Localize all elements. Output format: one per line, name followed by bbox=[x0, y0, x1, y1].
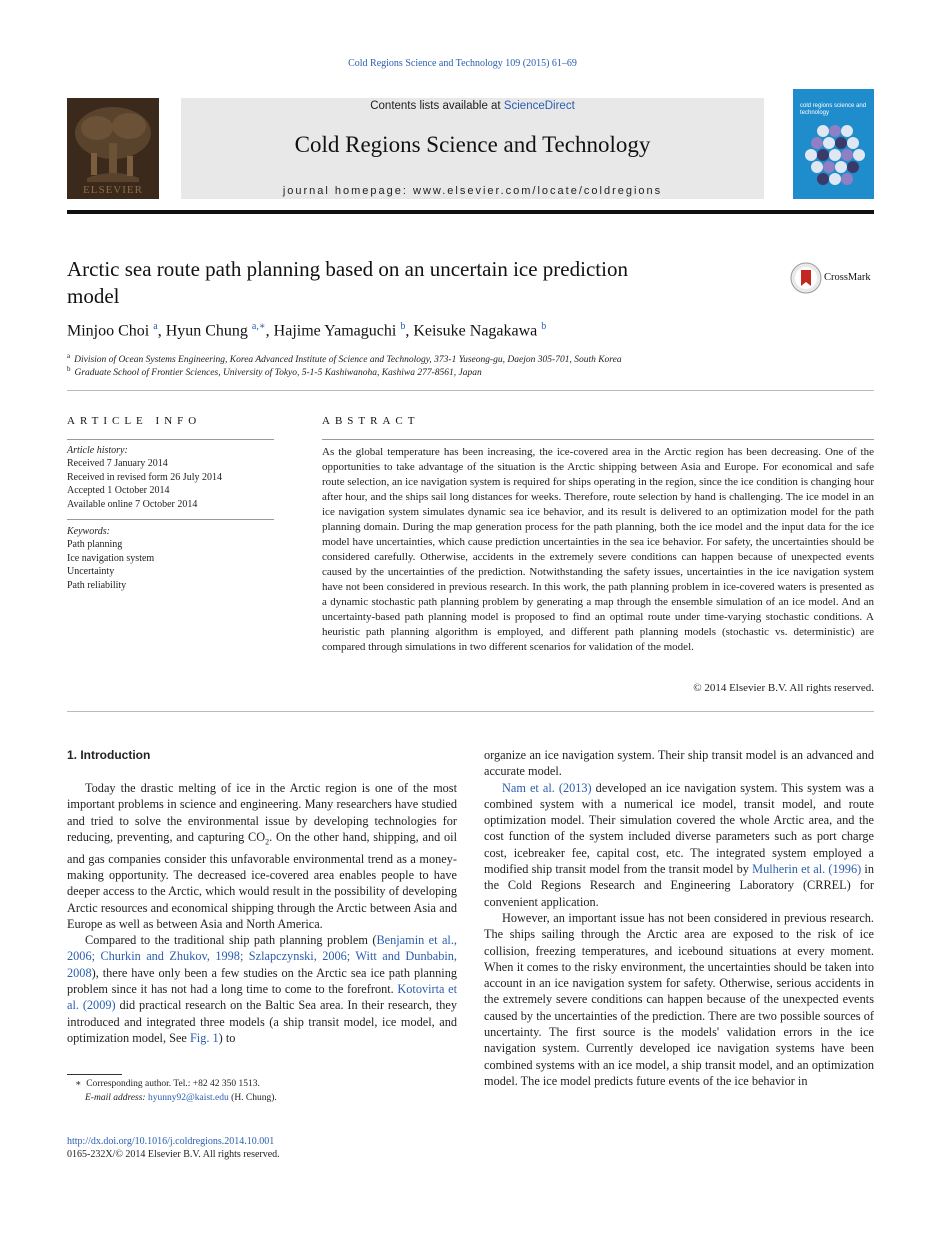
affiliation: $^b$ Graduate School of Frontier Sciences, University of Tokyo, 5-1-5 Kashiwanoha, Kashiwa 277-8561, Japan bbox=[67, 365, 482, 379]
divider bbox=[67, 390, 874, 391]
body-column-left bbox=[67, 780, 457, 1046]
divider bbox=[67, 711, 874, 712]
history-item: Received in revised form 26 July 2014 bbox=[67, 471, 222, 483]
keyword: Path planning bbox=[67, 539, 123, 551]
paragraph: Today the drastic melting of ice in the Arctic region is one of the most important problems in science and engineering. Many researchers have studied and tried to solve the environmental issue by developing technologies for reducing, preventing, and capturing $CO_2$. On the other hand, shipping, and oil and gas companies consider this unfavorable environmental trend as a money-making opportunity. The decreased ice-covered area enables people to have deeper access to the Arctic, which would result in the possibility of developing Arctic resources and economical shipping through the Arctic between Asia and Europe as well as between Asia and North America. bbox=[67, 781, 458, 931]
citation-link[interactable]: Mulherin et al. (1996) bbox=[752, 862, 862, 877]
doi-link[interactable]: http://dx.doi.org/10.1016/j.coldregions.2014.10.001 bbox=[67, 1136, 275, 1147]
elsevier-wordmark: ELSEVIER bbox=[83, 184, 143, 196]
abstract-copyright: © 2014 Elsevier B.V. All rights reserved. bbox=[693, 682, 874, 694]
author-affiliation-mark[interactable]: b bbox=[400, 321, 406, 332]
issn-line: 0165-232X/© 2014 Elsevier B.V. All rights reserved. bbox=[67, 1149, 280, 1160]
author: Hajime Yamaguchi bbox=[273, 322, 397, 340]
email-link[interactable]: hyunny92@kaist.edu bbox=[147, 1092, 229, 1103]
paragraph: Nam et al. (2013) developed an ice navigation system. This system was a combined system with a numerical ice model, transit model, and route optimization model. Their simulation covered the whole Arctic area, and the cost function of the system included diverse parameters such as port charge cost, icebreaker fee, capital cost, etc. The integrated system employed a modified ship transit model from the transit model by Mulherin et al. (1996) in the Cold Regions Research and Engineering Laboratory (CRREL) for convenient application. bbox=[484, 780, 874, 909]
keywords bbox=[67, 525, 277, 592]
article-history-label: Article history: bbox=[67, 445, 128, 456]
affiliation: $^a$ Division of Ocean Systems Engineering, Korea Advanced Institute of Science and Technology, 373-1 Yuseong-gu, Daejon 305-701, South Korea bbox=[67, 352, 622, 366]
keywords-label: Keywords: bbox=[67, 526, 110, 537]
elsevier-logo bbox=[67, 98, 159, 199]
history-item: Accepted 1 October 2014 bbox=[67, 485, 170, 497]
crossmark-badge[interactable] bbox=[790, 262, 880, 294]
article-info-heading: ARTICLE INFO bbox=[67, 415, 202, 427]
journal-cover-image bbox=[793, 89, 874, 199]
divider bbox=[67, 439, 274, 440]
abstract-text: As the global temperature has been increasing, the ice-covered area in the Arctic region has been decreasing. One of the opportunities to take advantage of the situation is the Arctic shipping between Asia and Europe. For economical and safe route selection, an ice navigation system is required for ships operating in the region, since the ice condition is changing hour after hour, and the ships sail long distances for weeks. Therefore, route selection by hand is challenging. The ice model in an ice navigation system simulates dynamic sea ice behavior, and its result is delivered to an optimization model for the path planning domain. During the map generation process for the path planning, both the ice model and the input data for the ice model have uncertainties, which cause prediction uncertainties in the sea ice behavior. For safety, the uncertainties should be considered carefully. Otherwise, accidents in the extremely severe conditions can happen because of unexpected events caused by the uncertainties of the prediction. Notwithstanding the safety issues, uncertainties in the ice navigation system have not been considered in previous research. In this work, the path planning problem in ice-covered waters is presented as a dynamic stochastic path planning problem by generating a map through the ensemble simulation of an ice model. And an uncertainty-based path planning model is proposed to find an optimal route under time-varying stochastic conditions. A heuristic path planning algorithm is employed, and different path planning models (stochastic vs. deterministic) are compared through simulations in two different scenarios for validation of the model. bbox=[322, 446, 874, 653]
article-title: Arctic sea route path planning based on an uncertain ice prediction model bbox=[67, 257, 628, 308]
divider bbox=[322, 439, 874, 440]
citation-link[interactable]: Benjamin et al., 2006; Churkin and Zhukov, 1998; Szlapczynski, 2006; Witt and Dunbabin, 2008 bbox=[67, 933, 457, 980]
author-affiliation-mark[interactable]: a,∗ bbox=[251, 321, 266, 332]
paragraph: organize an ice navigation system. Their ship transit model is an advanced and accurate model. bbox=[484, 748, 874, 779]
contents-line: Contents lists available at ScienceDirect bbox=[370, 100, 575, 112]
body-column-right bbox=[484, 747, 874, 1089]
citation-link[interactable]: Nam et al. (2013) bbox=[502, 780, 592, 795]
author-list: Minjoo Choi $^a$, Hyun Chung $^{a,∗}$, Hajime Yamaguchi $^b$, Keisuke Nagakawa $^b$ bbox=[67, 321, 547, 340]
keyword: Path reliability bbox=[67, 579, 127, 591]
hexagon-pattern-icon bbox=[801, 121, 867, 193]
author-affiliation-mark[interactable]: b bbox=[541, 321, 547, 332]
paragraph: Compared to the traditional ship path planning problem (Benjamin et al., 2006; Churkin and Zhukov, 1998; Szlapczynski, 2006; Witt and Dunbabin, 2008), there have only been a few studies on the Arctic sea ice path planning problem since it has not had a long time to come to the forefront. Kotovirta et al. (2009) did practical research on the Baltic Sea area. In their research, they introduced and integrated three models (a ship transit model, ice model, and optimization model, See Fig. 1) to bbox=[67, 933, 457, 1045]
journal-homepage[interactable]: journal homepage: www.elsevier.com/locate/coldregions bbox=[282, 185, 663, 197]
journal-title: Cold Regions Science and Technology bbox=[294, 132, 651, 157]
crossmark-label: CrossMark bbox=[824, 272, 871, 283]
keyword: Ice navigation system bbox=[67, 552, 155, 564]
abstract-heading: ABSTRACT bbox=[322, 415, 420, 427]
footnote-rule bbox=[67, 1074, 122, 1075]
history-item: Available online 7 October 2014 bbox=[67, 498, 198, 510]
cover-title: cold regions science and technology bbox=[800, 103, 867, 116]
article-history bbox=[67, 444, 277, 511]
author: Keisuke Nagakawa bbox=[413, 322, 538, 340]
history-item: Received 7 January 2014 bbox=[67, 458, 168, 470]
citation-link[interactable]: Kotovirta et al. (2009) bbox=[67, 982, 457, 1013]
figure-link[interactable]: Fig. 1 bbox=[189, 1030, 219, 1045]
divider bbox=[67, 519, 274, 520]
journal-citation-link[interactable]: Cold Regions Science and Technology 109 (2015) 61–69 bbox=[348, 58, 577, 69]
footnote: ∗ Corresponding author. Tel.: +82 42 350 1513. E-mail address: hyunny92@kaist.edu (H. Chung). bbox=[75, 1079, 277, 1103]
keyword: Uncertainty bbox=[67, 566, 115, 578]
corresponding-author: Corresponding author. Tel.: +82 42 350 1513. bbox=[86, 1079, 260, 1089]
author: Hyun Chung bbox=[165, 322, 248, 340]
author-affiliation-mark[interactable]: a bbox=[153, 321, 158, 332]
doi-block bbox=[67, 1135, 280, 1161]
author: Minjoo Choi bbox=[67, 322, 150, 340]
crossmark-icon bbox=[790, 262, 822, 294]
paragraph: However, an important issue has not been considered in previous research. The ships sailing through the Arctic area are exposed to the risk of ice collision, freezing temperatures, and icebound situations at every moment. When it comes to the risky environment, the uncertainties should be taken into account in an ice navigation system for safety. Otherwise, serious accidents in the extremely severe conditions can happen because of the unexpected events caused by the uncertainties of the prediction. There are two possible sources of uncertainty. The first source is the models' validation errors in the ice navigation system. Currently developed ice navigation systems have been combined systems with an ice model, a ship transit model, and an optimization model. The ice model predicts future events of the ice behavior in bbox=[484, 910, 874, 1088]
journal-header bbox=[181, 98, 764, 199]
section-heading-introduction: 1. Introduction bbox=[67, 748, 151, 762]
sciencedirect-link[interactable]: ScienceDirect bbox=[503, 100, 575, 112]
header-rule bbox=[67, 210, 874, 214]
